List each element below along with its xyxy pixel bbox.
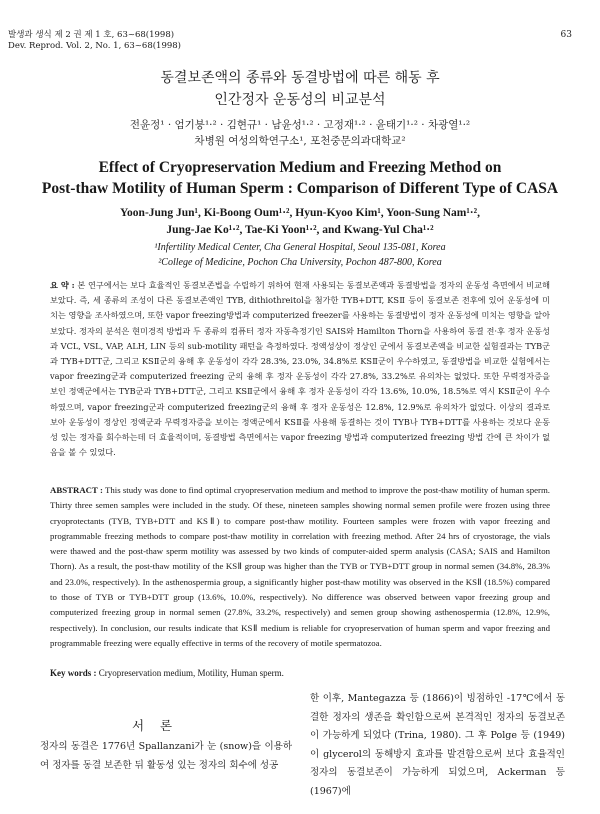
korean-abstract-text: 본 연구에서는 보다 효율적인 동결보존법을 수립하기 위하여 현재 사용되는 동결보존액과 동결방법을 정자의 운동성 측면에서 비교해 보았다. 즉, 세 종류의 조성이 다른 동결보존액인 TYB, dithiothreitol을 첨가한 TYB+DTT, KSⅡ 등이 동결보존 전후에 있어 운동성에 미치는 영향을 조사하였으며, 또한 vapor freezing방법과 computerized freezer를 사용하는 동결방법이 정자 운동성에 미치는 영향을 알아보았다. 정자의 분석은 현미경적 방법과 두 종류의 컴퓨터 정자 자동측정기인 SAIS와 Hamilton Thorn을 사용하여 동결 전·후 정자 운동성과 VCL, VSL, VAP, ALH, LIN 등의 sub-motility 패턴을 측정하였다. 정액성상이 정상인 군에서 동결보존액을 비교한 실험결과는 TYB군과 TYB+DTT군, 그리고 KSⅡ군의 융해 후 운동성이 각각 28.3%, 23.0%, 34.8%로 KSⅡ군이 우수하였고, 동결방법을 비교한 실험에서는 vapor freezing군과 computerized freezing 군의 융해 후 정자 운동성이 각각 27.8%, 33.2%로 유의차는 없었다. 또한 무력정자증을 보인 정액군에서는 TYB군과 TYB+DTT군, 그리고 KSⅡ군에서 융해 후 정자 운동성이 각각 13.6%, 10.0%, 18.5%로 역시 KSⅡ군이 우수하였으며, vapor freezing군과 computerized freezing군의 융해 후 정자 운동성은 12.8%, 12.9%로 유의차가 없었다. 이상의 결과로 보아 운동성이 정상인 정액군과 무력정자증을 보이는 정액군에서 KSⅡ를 사용해 동결하는 것이 TYB나 TYB+DTT를 사용하는 것보다 운동성 있는 정자를 회수하는데 더 효율적이며, 동결방법 측면에서는 vapor freezing 방법과 computerized freezing 방법 간에 큰 차이가 없음을 볼 수 있었다. [50, 280, 551, 458]
english-authors-line2: Jung-Jae Ko¹·², Tae-Ki Yoon¹·², and Kwang-Yul Cha¹·² [166, 224, 434, 236]
journal-header-korean: 발생과 생식 제 2 권 제 1 호, 63~68(1998) [8, 30, 175, 40]
korean-abstract-label: 요 약 : [50, 280, 75, 290]
section-title-introduction: 서 론 [131, 718, 179, 733]
page-number: 63 [560, 30, 572, 40]
keywords [50, 668, 550, 678]
english-affiliation-2: ²College of Medicine, Pochon Cha University, Pochon 487-800, Korea [158, 257, 442, 268]
english-title-line1: Effect of Cryopreservation Medium and Freezing Method on [98, 159, 502, 176]
korean-title-line2: 인간정자 운동성의 비교분석 [214, 92, 386, 108]
korean-authors: 전윤정¹ · 엄기붕¹·² · 김현규¹ · 남윤성¹·² · 고정재¹·² · 윤태기¹·² · 차광열¹·² [129, 119, 471, 131]
korean-abstract [50, 278, 550, 460]
keywords-text: Cryopreservation medium, Motility, Human sperm. [98, 668, 284, 678]
journal-header [8, 30, 181, 52]
english-abstract-label: ABSTRACT : [50, 485, 103, 495]
korean-title-line1: 동결보존액의 종류와 동결방법에 따른 해동 후 [160, 70, 440, 86]
keywords-label: Key words : [50, 668, 97, 678]
english-affiliation-1: ¹Infertility Medical Center, Cha General Hospital, Seoul 135-081, Korea [154, 242, 446, 253]
english-abstract [50, 483, 550, 651]
korean-affiliation: 차병원 여성의학연구소¹, 포천중문의과대학교² [194, 135, 406, 147]
english-abstract-text: This study was done to find optimal cryopreservation medium and method to improve the post-thaw motility of human sperm. Thirty three semen samples were included in the study. Of these, nineteen samples showing normal semen profile were frozen using three cryoprotectants (TYB, TYB+DTT and KSⅡ) to compare post-thaw motility. Fourteen samples were frozen with vapor freezing and programmable freezing methods to compare post-thaw motility in correlation with freezing method. After 24 hrs of cryostorage, the vials were thawed and the post-thaw sperm motility was assessed by two kinds of computer-aided sperm analysis (CASA; SAIS and Hamilton Thorn). As a result, the post-thaw motility of the KSⅡ group was higher than the TYB or TYB+DTT group in normal semen (34.8%, 28.3% and 23.0%, respectively). In the asthenospermia group, a significantly higher post-thaw motility was observed in the KSⅡ (18.5%) compared to those of TYB or TYB+DTT group (13.6%, 10.0%, respectively). No difference was observed between vapor freezing group and computerized freezing group in normal semen (27.8%, 33.2%, respectively) and semen group showing asthenospermia (12.8%, 12.9%, respectively). In conclusion, our results indicate that KSⅡ medium is reliable for cryopreservation of human sperm and vapor freezing and programmable freezing were equally effective in terms of the recovery of motile spermatozoa. [50, 485, 550, 648]
english-title-line2: Post-thaw Motility of Human Sperm : Comparison of Different Type of CASA [41, 180, 559, 197]
body-left-column: 정자의 동결은 1776년 Spallanzani가 눈 (snow)을 이용하여 정자를 동결 보존한 뒤 활동성 있는 정자의 회수에 성공 [40, 741, 292, 771]
body-right-column: 한 이후, Mantegazza 등 (1866)이 빙점하인 -17℃에서 동결한 정자의 생존을 확인함으로써 본격적인 정자의 동결보존이 가능하게 되었다 (Trina, 1980). 그 후 Polge 등 (1949)이 glycerol의 동해방지 효과를 발견함으로써 보다 효율적인 정자의 동결보존이 가능하게 되었으며, Ackerman 등 (1967)에 [310, 693, 565, 797]
journal-header-english: Dev. Reprod. Vol. 2, No. 1, 63~68(1998) [8, 41, 181, 51]
english-authors-line1: Yoon-Jung Jun¹, Ki-Boong Oum¹·², Hyun-Kyoo Kim¹, Yoon-Sung Nam¹·², [120, 207, 480, 219]
